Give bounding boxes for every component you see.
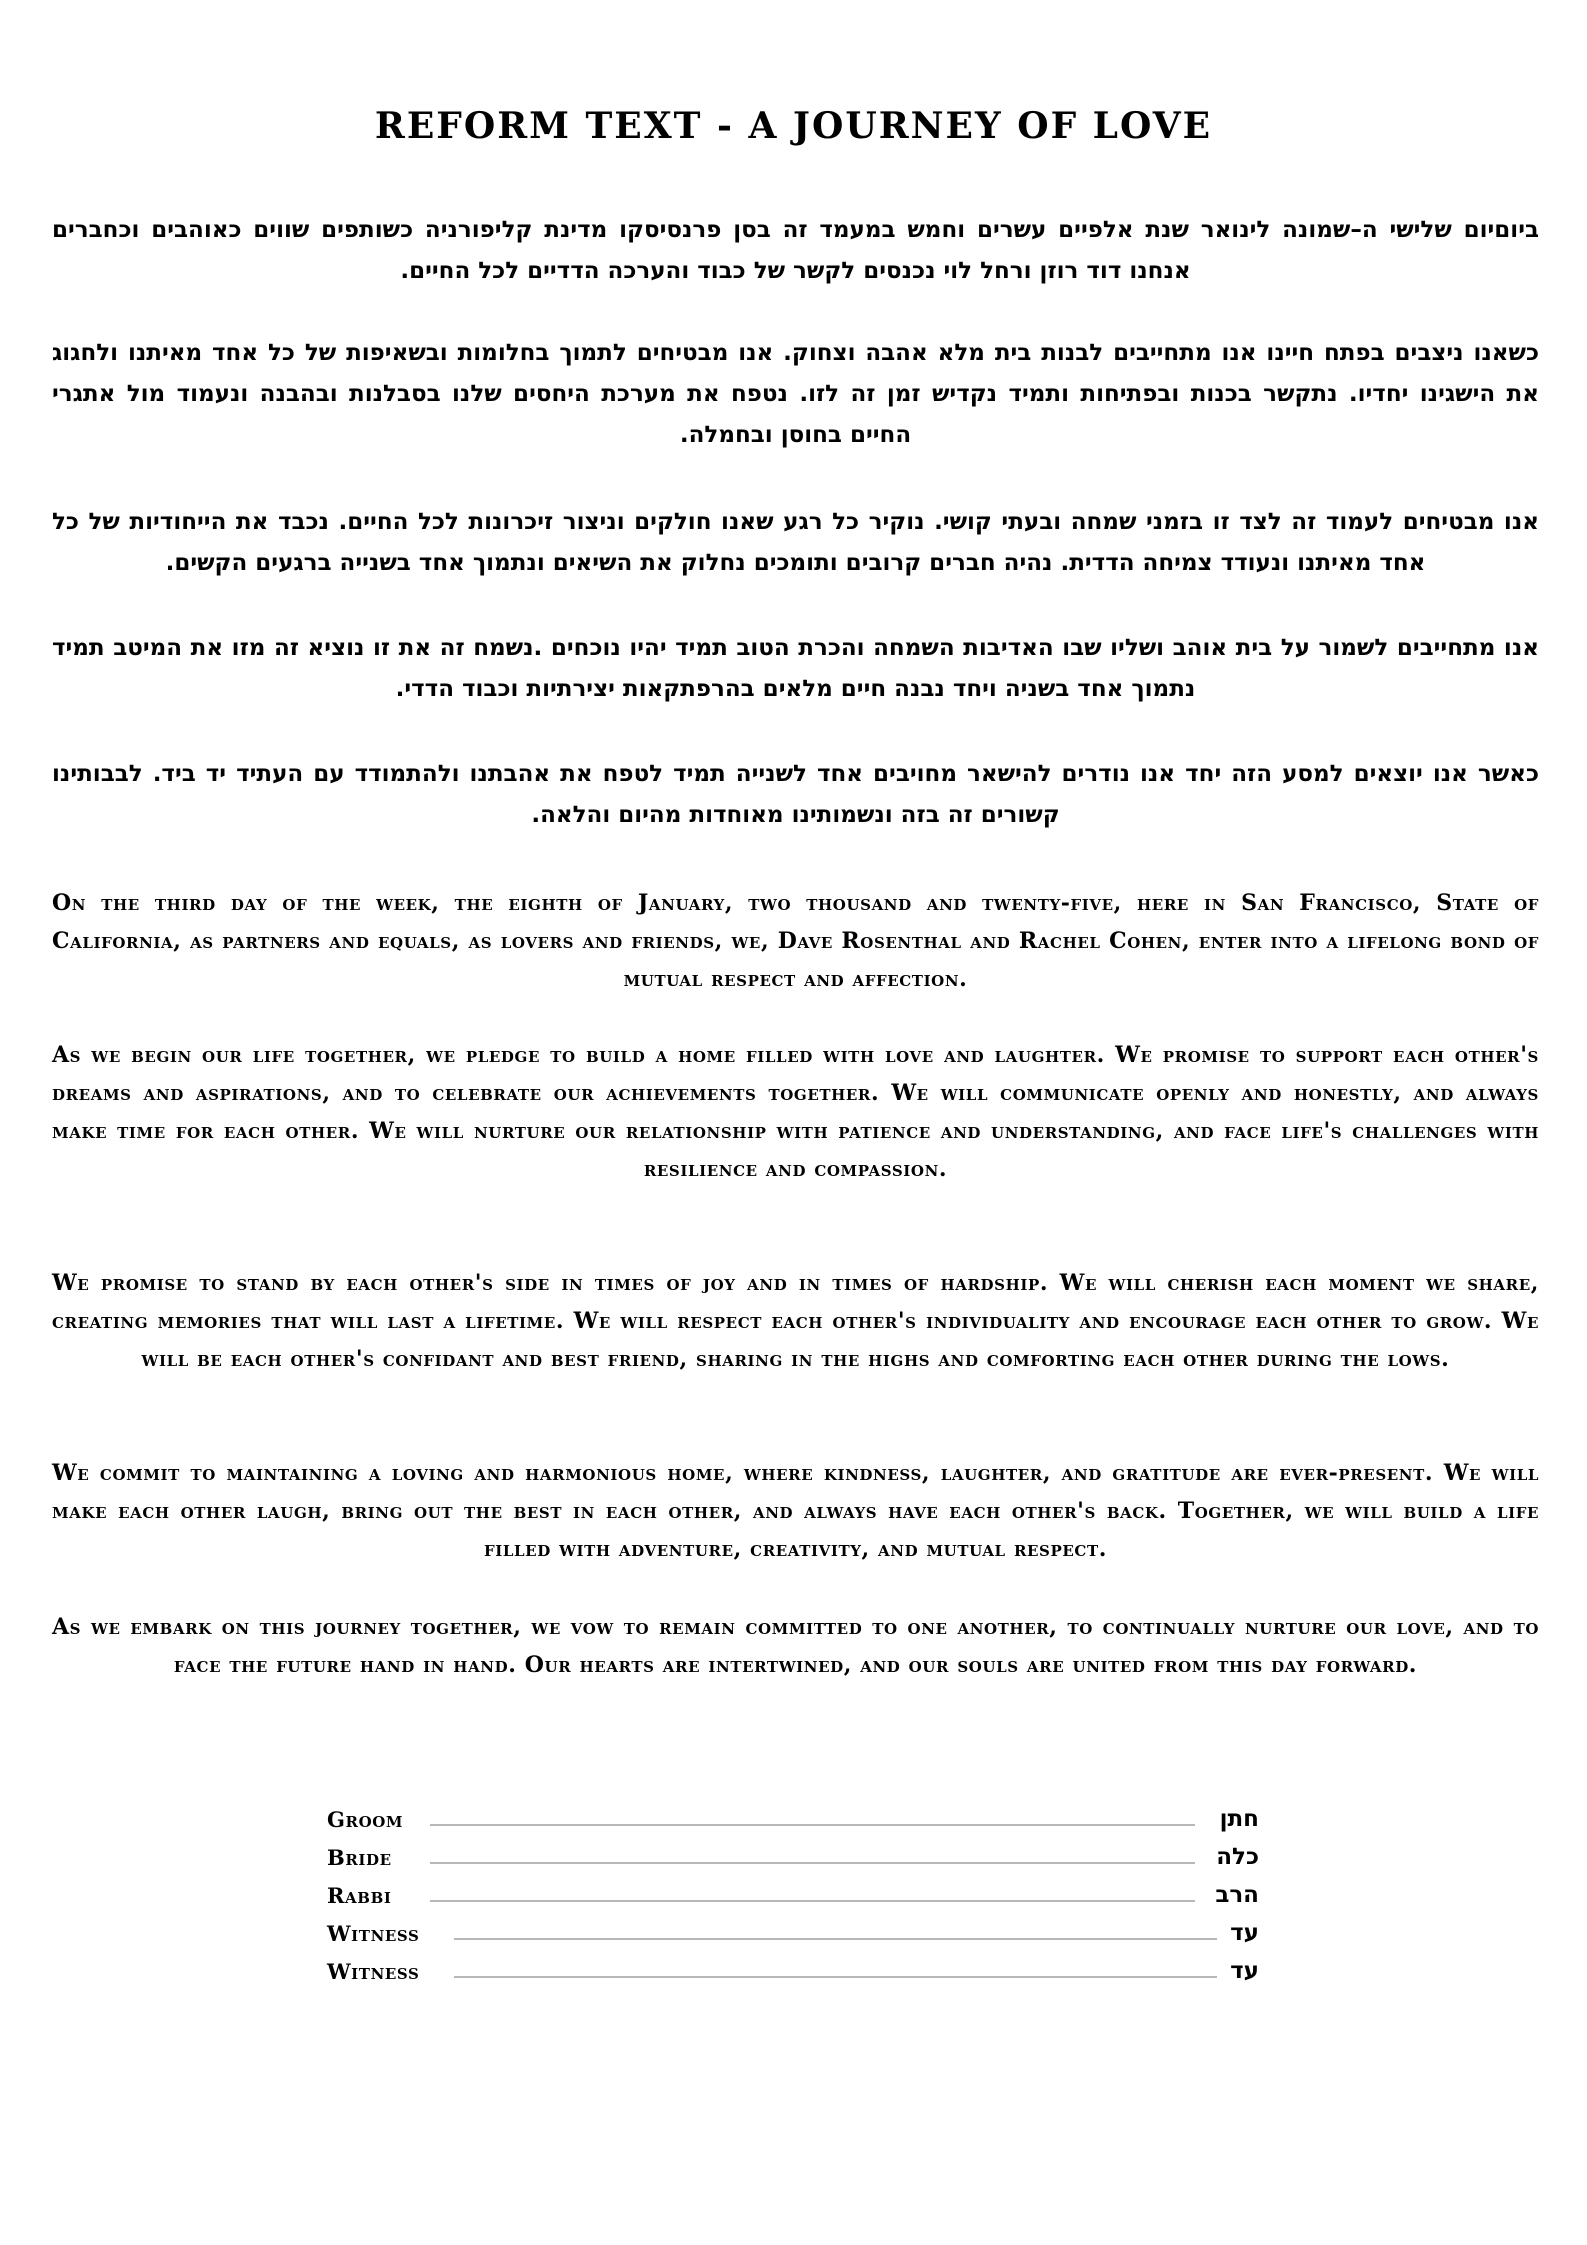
hebrew-paragraph-2: כשאנו ניצבים בפתח חיינו אנו מתחייבים לבנות בית מלא אהבה וצחוק. אנו מבטיחים לתמוך בחלומות ובשאיפות של כל אחד מאיתנו ולחגוג את הישגינו יחדיו. נתקשר בכנות ובפתיחות ותמיד נקדיש זמן זה לזו. נטפח את מערכת היחסים שלנו בסבלנות ובהבנה ונעמוד מול אתגרי החיים בחוסן ובחמלה.: [52, 340, 1539, 448]
rabbi-signature-line[interactable]: [430, 1900, 1195, 1902]
signature-row-bride: [327, 1834, 1259, 1870]
groom-label-hebrew: חתן: [1219, 1806, 1259, 1832]
hebrew-paragraph-4: אנו מתחייבים לשמור על בית אוהב ושליו שבו האדיבות השמחה והכרת הטוב תמיד יהיו נוכחים .נשמח זה את זו נוציא זה מזו את המיטב תמיד נתמוך אחד בשניה ויחד נבנה חיים מלאים בהרפתקאות יצירתיות וכבוד הדדי.: [52, 635, 1539, 702]
witness-2-signature-line[interactable]: [454, 1976, 1217, 1978]
hebrew-paragraph-5: כאשר אנו יוצאים למסע הזה יחד אנו נודרים להישאר מחויבים אחד לשנייה תמיד לטפח את אהבתנו ולהתמודד עם העתיד יד ביד. לבבותינו קשורים זה בזה ונשמותינו מאוחדות מהיום והלאה.: [52, 761, 1539, 828]
witness-1-label-hebrew: עד: [1230, 1920, 1259, 1946]
witness-2-label: Witness: [327, 1959, 420, 1984]
signature-row-witness-1: [327, 1910, 1259, 1946]
groom-signature-line[interactable]: [430, 1824, 1195, 1826]
signature-row-groom: [327, 1796, 1259, 1832]
english-paragraph-2: As we begin our life together, we pledge to build a home filled with love and laughter. We promise to support each other's dreams and aspirations, and to celebrate our achievements together. We will communicate openly and honestly, and always make time for each other. We will nurture our relationship with patience and understanding, and face life's challenges with resilience and compassion.: [52, 1042, 1539, 1182]
hebrew-paragraph-1: ביוםיום שלישי ה–שמונה לינואר שנת אלפיים עשרים וחמש במעמד זה בסן פרנסיסקו מדינת קליפורניה כשותפים שווים כאוהבים וכחברים אנחנו דוד רוזן ורחל לוי נכנסים לקשר של כבוד והערכה הדדיים לכל החיים.: [52, 217, 1539, 284]
signature-row-rabbi: [327, 1872, 1259, 1908]
witness-1-label: Witness: [327, 1921, 420, 1946]
english-paragraph-5: As we embark on this journey together, we vow to remain committed to one another, to continually nurture our love, and to face the future hand in hand. Our hearts are intertwined, and our souls are united from this day forward.: [52, 1614, 1539, 1678]
bride-label: Bride: [327, 1845, 392, 1870]
english-paragraph-3: We promise to stand by each other's side in times of joy and in times of hardship. We will cherish each moment we share, creating memories that will last a lifetime. We will respect each other's individuality and encourage each other to grow. We will be each other's confidant and best friend, sharing in the highs and comforting each other during the lows.: [52, 1270, 1539, 1372]
english-paragraph-1: On the third day of the week, the eighth of January, two thousand and twenty-five, here in San Francisco, State of California, as partners and equals, as lovers and friends, we, Dave Rosenthal and Rachel Cohen, enter into a lifelong bond of mutual respect and affection.: [52, 890, 1539, 992]
rabbi-label: Rabbi: [327, 1883, 392, 1908]
hebrew-paragraph-3: אנו מבטיחים לעמוד זה לצד זו בזמני שמחה ובעתי קושי. נוקיר כל רגע שאנו חולקים וניצור זיכרונות לכל החיים. נכבד את הייחודיות של כל אחד מאיתנו ונעודד צמיחה הדדית. נהיה חברים קרובים ותומכים נחלוק את השיאים ונתמוך אחד בשנייה ברגעים הקשים.: [52, 509, 1539, 576]
groom-label: Groom: [327, 1807, 404, 1832]
english-paragraph-4: We commit to maintaining a loving and harmonious home, where kindness, laughter, and gratitude are ever-present. We will make each other laugh, bring out the best in each other, and always have each other's back. Together, we will build a life filled with adventure, creativity, and mutual respect.: [52, 1460, 1539, 1562]
rabbi-label-hebrew: הרב: [1215, 1882, 1259, 1908]
signature-row-witness-2: [327, 1948, 1259, 1984]
document-title: REFORM TEXT - A JOURNEY OF LOVE: [374, 105, 1213, 147]
bride-label-hebrew: כלה: [1216, 1844, 1259, 1870]
witness-2-label-hebrew: עד: [1230, 1958, 1259, 1984]
bride-signature-line[interactable]: [430, 1862, 1195, 1864]
witness-1-signature-line[interactable]: [454, 1938, 1217, 1940]
